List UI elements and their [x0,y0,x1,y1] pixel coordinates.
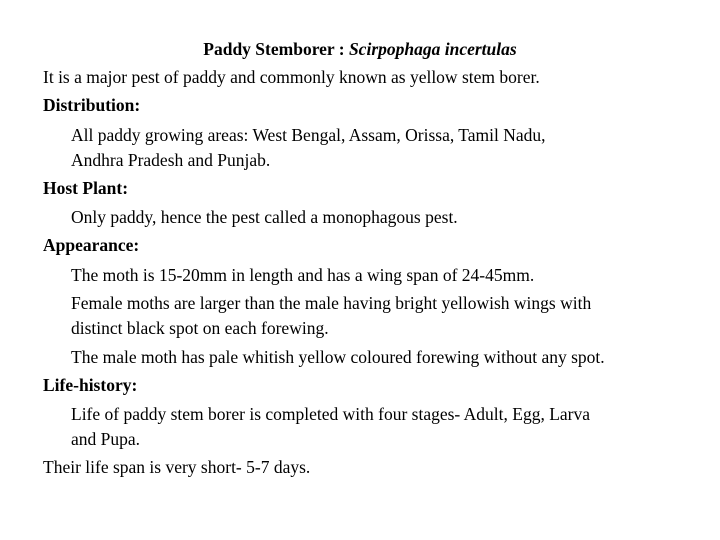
distribution-line-1: All paddy growing areas: West Bengal, Assam, Orissa, Tamil Nadu, [71,125,546,145]
title-common-name: Paddy Stemborer : [203,39,349,59]
appearance-heading: Appearance: [43,235,140,255]
page-title [0,38,720,60]
distribution-line-2: Andhra Pradesh and Punjab. [71,150,271,170]
closing-text: Their life span is very short- 5-7 days. [43,457,311,477]
appearance-line-1: The moth is 15-20mm in length and has a wing span of 24-45mm. [71,265,535,285]
appearance-line-2: Female moths are larger than the male having bright yellowish wings with [71,293,592,313]
intro-text: It is a major pest of paddy and commonly known as yellow stem borer. [43,67,540,87]
life-history-line-1: Life of paddy stem borer is completed with four stages- Adult, Egg, Larva [71,404,591,424]
host-plant-heading: Host Plant: [43,178,129,198]
title-scientific-name: Scirpophaga incertulas [348,39,517,59]
appearance-line-4: The male moth has pale whitish yellow coloured forewing without any spot. [71,347,605,367]
appearance-line-3: distinct black spot on each forewing. [71,318,329,338]
distribution-heading: Distribution: [43,95,141,115]
life-history-line-2: and Pupa. [71,429,141,449]
life-history-heading: Life-history: [43,375,138,395]
host-plant-line-1: Only paddy, hence the pest called a monophagous pest. [71,207,458,227]
